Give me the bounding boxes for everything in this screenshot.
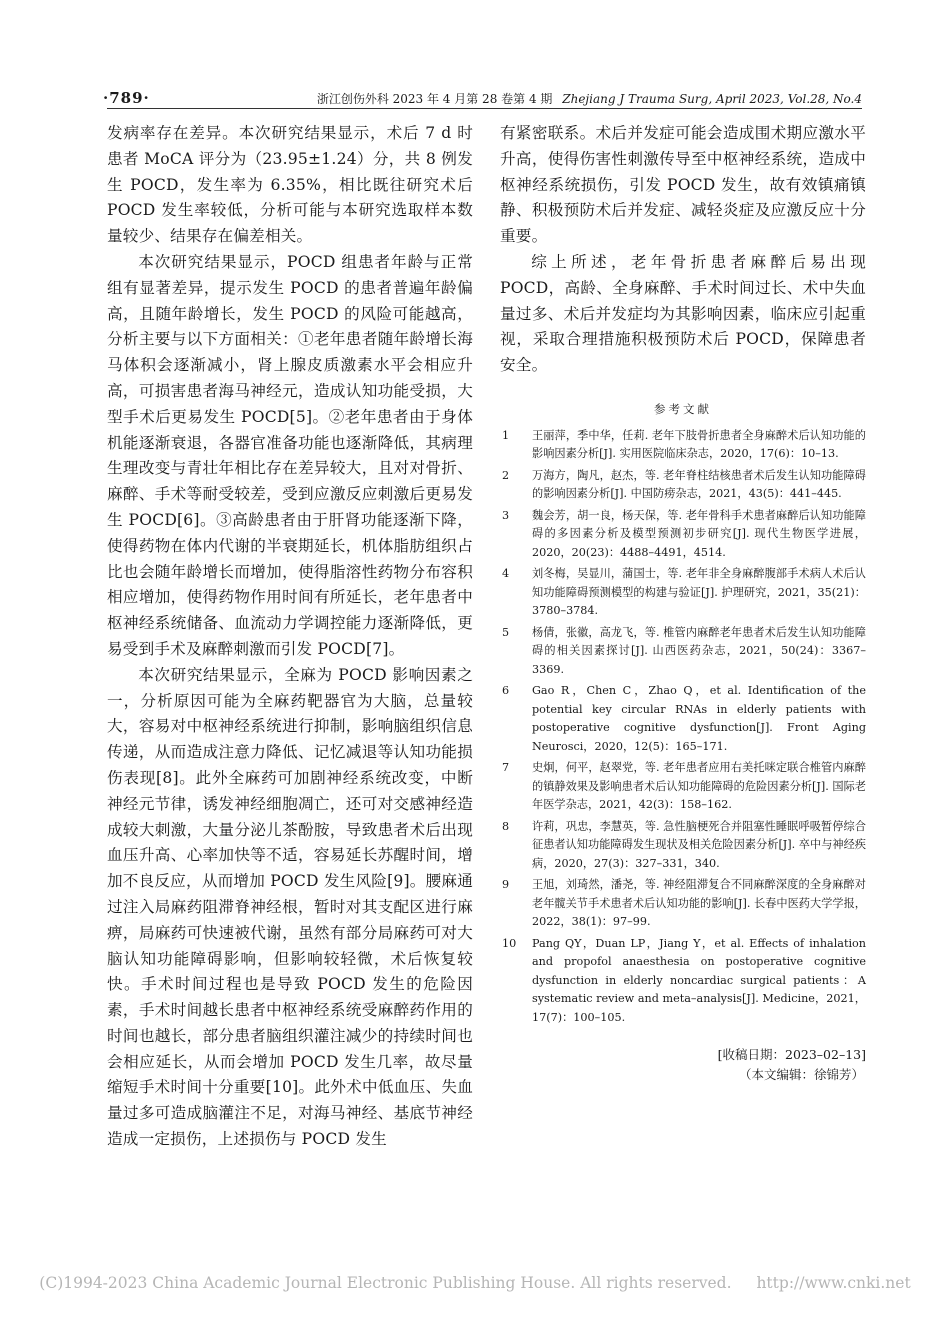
body-paragraph: 有紧密联系。术后并发症可能会造成围术期应激水平升高，使得伤害性刺激传导至中枢神经系统，造成中枢神经系统损伤，引发 POCD 发生，故有效镇痛镇静、积极预防术后并发症、减轻炎症及应激反应十分重要。 [500,124,866,246]
reference-text: 杨倩，张徽，高龙飞，等. 椎管内麻醉老年患者术后发生认知功能障碍的相关因素探讨[J]. 山西医药杂志，2021，50(24)：3367–3369. [532,625,866,676]
reference-number: 5 [502,625,510,639]
copyright-footer [0,1274,950,1292]
reference-item [500,507,866,563]
page-number: ·789· [103,89,150,107]
reference-text: 许莉，巩忠，李慧英，等. 急性脑梗死合并阻塞性睡眠呼吸暂停综合征患者认知功能障碍发生现状及相关危险因素分析[J]. 卒中与神经疾病，2020，27(3)：327–331，340. [532,819,866,870]
reference-item [500,759,866,815]
reference-item [500,682,866,756]
running-header [103,86,862,109]
reference-item [500,624,866,680]
reference-text: Pang QY，Duan LP，Jiang Y，et al. Effects of inhalation and propofol anaesthesia on postoperative cognitive dysfunction in elderly noncardiac surgical patients：A systematic review and meta–analysis[J]. Medicine，2021，17(7)：100–105. [532,936,866,1024]
reference-number: 9 [502,878,510,892]
reference-text: 史炯，何平，赵翠党，等. 老年患者应用右美托咪定联合椎管内麻醉的镇静效果及影响患者术后认知功能障碍的危险因素分析[J]. 国际老年医学杂志，2021，42(3)：158–162. [532,761,866,812]
reference-number: 1 [502,428,510,442]
body-paragraph: 本次研究结果显示，POCD 组患者年龄与正常组有显著差异，提示发生 POCD 的患者普遍年龄偏高，且随年龄增长，发生 POCD 的风险可能越高，分析主要与以下方面相关：①老年患者随年龄增长海马体积会逐渐减小，肾上腺皮质激素水平会相应升高，可损害患者海马神经元，造成认知功能受损，大型手术后更易发生 POCD[5]。②老年患者由于身体机能逐渐衰退，各器官准备功能也逐渐降低，其病理生理改变与青壮年相比存在差异较大，且对对骨折、麻醉、手术等耐受较差，受到应激反应刺激后更易发生 POCD[6]。③高龄患者由于肝肾功能逐渐下降，使得药物在体内代谢的半衰期延长，机体脂肪组织占比也会随年龄增长而增加，使得脂溶性药物分布容积相应增加，使得药物作用时间有所延长，老年患者中枢神经系统储备、血流动力学调控能力逐渐降低，更易受到手术及麻醉刺激而引发 POCD[7]。 [107,252,473,658]
cnki-link[interactable]: http://www.cnki.net [756,1274,911,1292]
journal-name-cn: 浙江创伤外科 2023 年 4 月第 28 卷第 4 期 [316,92,553,106]
right-column [500,121,866,1085]
reference-number: 8 [502,819,510,833]
journal-name-en: Zhejiang J Trauma Surg, April 2023, Vol.28, No.4 [562,92,862,106]
reference-item [500,427,866,464]
reference-number: 4 [502,567,510,581]
journal-citation [317,90,862,107]
body-paragraph: 本次研究结果显示，全麻为 POCD 影响因素之一，分析原因可能为全麻药靶器官为大脑，总量较大，容易对中枢神经系统进行抑制，影响脑组织信息传递，从而造成注意力降低、记忆减退等认知功能损伤表现[8]。此外全麻药可加剧神经系统改变，中断神经元节律，诱发神经细胞凋亡，还可对交感神经造成较大刺激，大量分泌儿茶酚胺，导致患者术后出现血压升高、心率加快等不适，容易延长苏醒时间，增加不良反应，从而增加 POCD 发生风险[9]。腰麻通过注入局麻药阻滞脊神经根，暂时对其支配区进行麻痹，局麻药可快速被代谢，虽然有部分局麻药可对大脑认知功能障碍影响，但影响较轻微，术后恢复较快。手术时间过程也是导致 POCD 发生的危险因素，手术时间越长患者中枢神经系统受麻醉药作用的时间也越长，部分患者脑组织灌注减少的持续时间也会相应延长，从而会增加 POCD 发生几率，故尽量缩短手术时间十分重要[10]。此外术中低血压、失血量过多可造成脑灌注不足，对海马神经、基底节神经造成一定损伤，上述损伤与 POCD 发生 [107,665,473,1149]
reference-item [500,565,866,621]
reference-text: Gao R，Chen C，Zhao Q，et al. Identification of the potential key circular RNAs in elderly patients with postoperative cognitive dysfunction[J]. Front Aging Neurosci，2020，12(5)：165–171. [532,684,866,753]
reference-number: 6 [502,684,510,698]
reference-number: 3 [502,508,510,522]
reference-number: 10 [502,936,517,950]
body-paragraph: 综上所述，老年骨折患者麻醉后易出现 POCD，高龄、全身麻醉、手术时间过长、术中失血量过多、术后并发症均为其影响因素，临床应引起重视，采取合理措施积极预防术后 POCD，保障患者安全。 [500,252,866,375]
reference-number: 7 [502,761,510,775]
reference-number: 2 [502,468,510,482]
reference-list [500,427,866,1028]
received-date: [收稿日期：2023–02–13] [717,1047,866,1063]
reference-item [500,876,866,932]
editor-credit: （本文编辑：徐锦芳） [738,1067,864,1083]
reference-item [500,467,866,504]
reference-text: 万海方，陶凡，赵杰，等. 老年脊柱结核患者术后发生认知功能障碍的影响因素分析[J]. 中国防痨杂志，2021，43(5)：441–445. [532,468,866,501]
reference-item [500,935,866,1028]
reference-item [500,818,866,874]
reference-text: 王旭，刘琦然，潘尧，等. 神经阻滞复合不同麻醉深度的全身麻醉对老年髋关节手术患者术后认知功能的影响[J]. 长春中医药大学学报，2022，38(1)：97–99. [532,878,866,929]
body-paragraph: 发病率存在差异。本次研究结果显示，术后 7 d 时患者 MoCA 评分为（23.95±1.24）分，共 8 例发生 POCD，发生率为 6.35%，相比既往研究术后 POCD 发生率较低，分析可能与本研究选取样本数量较少、结果存在偏差相关。 [107,124,473,246]
reference-text: 魏会芳，胡一良，杨天保，等. 老年骨科手术患者麻醉后认知功能障碍的多因素分析及模型预测初步研究[J]. 现代生物医学进展，2020，20(23)：4488–4491，4514. [532,508,866,559]
reference-text: 王丽萍，季中华，任莉. 老年下肢骨折患者全身麻醉术后认知功能的影响因素分析[J]. 实用医院临床杂志，2020，17(6)：10–13. [532,428,866,461]
references-title: 参考文献 [654,401,712,416]
copyright-text: (C)1994-2023 China Academic Journal Electronic Publishing House. All rights reserved. [39,1274,732,1292]
reference-text: 刘冬梅，吴显川，蒲国士，等. 老年非全身麻醉腹部手术病人术后认知功能障碍预测模型的构建与验证[J]. 护理研究，2021，35(21)：3780–3784. [532,567,866,618]
left-column [107,121,473,1153]
